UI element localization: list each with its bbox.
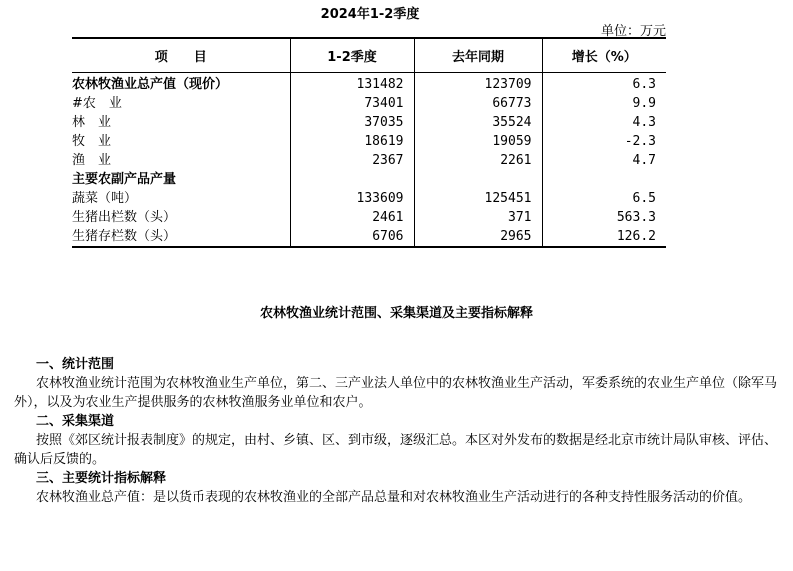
header-item: 项 目 (72, 38, 290, 73)
row-label: 蔬菜（吨） (72, 191, 138, 206)
table-row (72, 227, 666, 247)
row-growth: 4.3 (542, 113, 666, 132)
table-row (72, 151, 666, 170)
row-current: 37035 (290, 113, 414, 132)
row-current: 2461 (290, 208, 414, 227)
section-heading: 三、主要统计指标解释 (36, 471, 167, 486)
table-row (72, 189, 666, 208)
row-current: 6706 (290, 227, 414, 247)
explanation-body (14, 355, 789, 507)
row-label: 渔 业 (72, 153, 112, 168)
table-row (72, 132, 666, 151)
row-label: 生猪存栏数（头） (72, 229, 177, 244)
section-paragraph: 农林牧渔业总产值：是以货币表现的农林牧渔业的全部产品总量和对农林牧渔业生产活动进行的各种支持性服务活动的价值。 (36, 490, 752, 505)
table-row (72, 73, 666, 95)
header-growth: 增长（%） (542, 38, 666, 73)
row-label: #农 业 (72, 96, 122, 111)
row-current: 133609 (290, 189, 414, 208)
row-last-year: 2965 (414, 227, 542, 247)
row-growth: -2.3 (542, 132, 666, 151)
row-last-year: 2261 (414, 151, 542, 170)
row-label: 主要农副产品产量 (72, 172, 177, 187)
table-row (72, 94, 666, 113)
row-last-year: 35524 (414, 113, 542, 132)
row-growth: 563.3 (542, 208, 666, 227)
explanation-title: 农林牧渔业统计范围、采集渠道及主要指标解释 (259, 306, 533, 321)
report-title: 2024年1-2季度 (320, 7, 420, 22)
row-label: 生猪出栏数（头） (72, 210, 177, 225)
row-growth: 6.5 (542, 189, 666, 208)
statistics-table (72, 37, 666, 248)
section-paragraph: 农林牧渔业统计范围为农林牧渔业生产单位，第二、三产业法人单位中的农林牧渔业生产活动，军委系统的农业生产单位（除军马外），以及为农业生产提供服务的农林牧渔服务业单位和农户。 (14, 376, 778, 410)
row-current: 131482 (290, 73, 414, 95)
row-growth: 6.3 (542, 73, 666, 95)
row-label: 林 业 (72, 115, 112, 130)
row-label: 农林牧渔业总产值（现价） (72, 77, 229, 92)
header-current: 1-2季度 (290, 38, 414, 73)
table-row (72, 208, 666, 227)
table-header-row (72, 38, 666, 73)
unit-label: 单位：万元 (600, 24, 666, 39)
table-row (72, 170, 666, 189)
row-last-year: 371 (414, 208, 542, 227)
row-last-year: 19059 (414, 132, 542, 151)
row-last-year: 125451 (414, 189, 542, 208)
row-growth: 126.2 (542, 227, 666, 247)
row-current: 73401 (290, 94, 414, 113)
row-label: 牧 业 (72, 134, 112, 149)
row-growth: 4.7 (542, 151, 666, 170)
section-paragraph: 按照《郊区统计报表制度》的规定，由村、乡镇、区、到市级，逐级汇总。本区对外发布的数据是经北京市统计局队审核、评估、确认后反馈的。 (14, 433, 778, 467)
header-last-year: 去年同期 (414, 38, 542, 73)
row-last-year: 66773 (414, 94, 542, 113)
row-current (290, 170, 414, 189)
row-growth (542, 170, 666, 189)
row-last-year: 123709 (414, 73, 542, 95)
row-last-year (414, 170, 542, 189)
row-current: 18619 (290, 132, 414, 151)
row-growth: 9.9 (542, 94, 666, 113)
section-heading: 二、采集渠道 (36, 414, 115, 429)
section-heading: 一、统计范围 (36, 357, 115, 372)
table-row (72, 113, 666, 132)
row-current: 2367 (290, 151, 414, 170)
